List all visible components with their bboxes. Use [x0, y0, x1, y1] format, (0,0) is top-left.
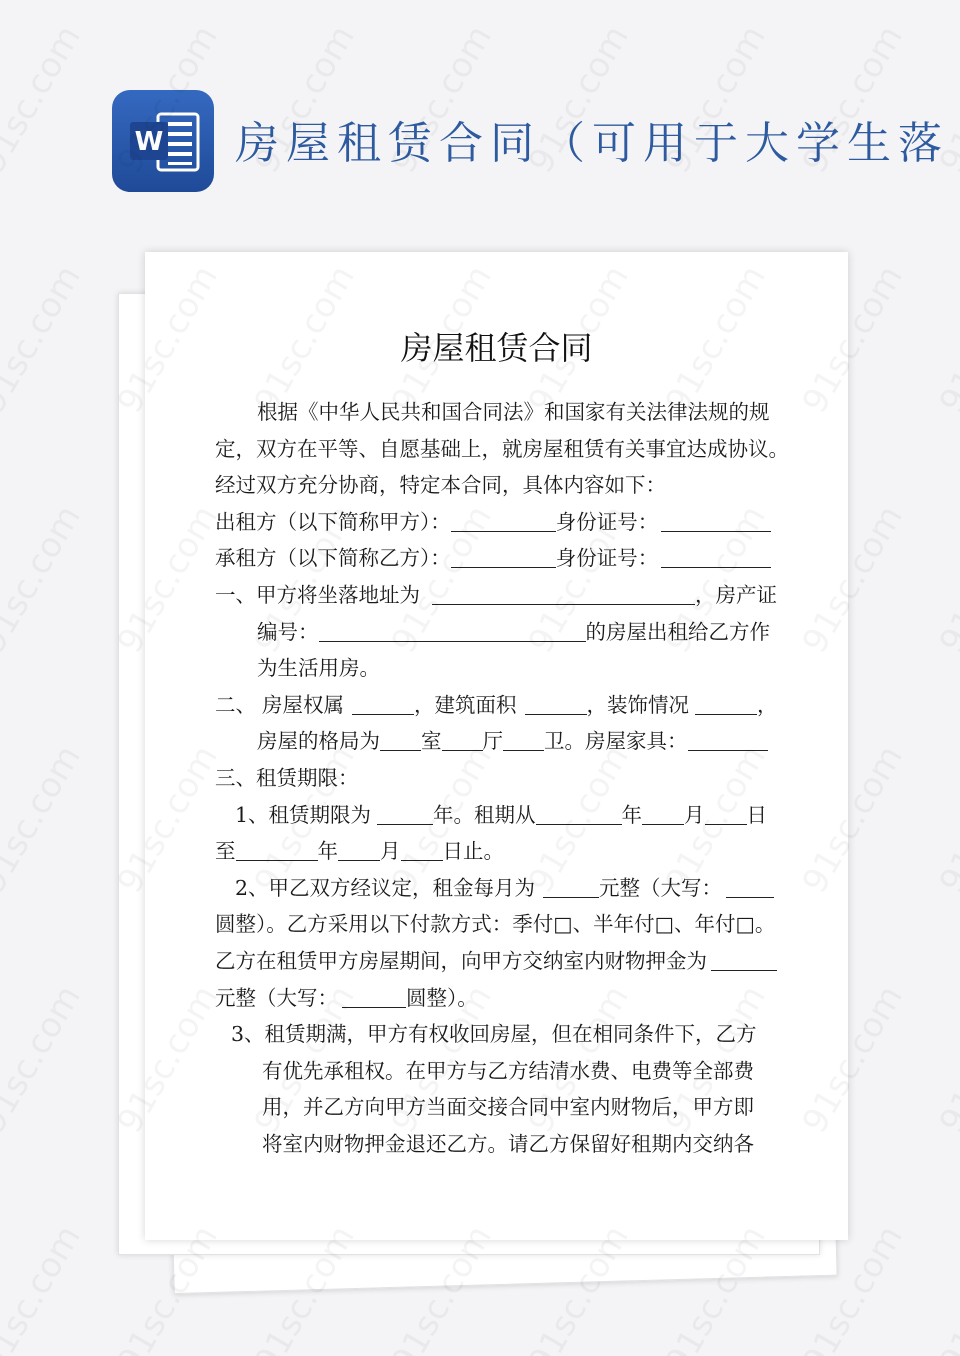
contract-line	[215, 833, 835, 870]
line-text: 元整（大写：	[215, 985, 338, 1010]
contract-line	[215, 614, 835, 651]
blank-field	[688, 728, 768, 751]
line-text: 卫。房屋家具：	[544, 729, 688, 754]
line-text: 房屋权属	[262, 692, 344, 717]
line-text: 年。租期从	[433, 802, 536, 827]
contract-line	[215, 723, 835, 760]
blank-field	[319, 619, 586, 642]
watermark	[0, 739, 89, 900]
line-text: 日止。	[442, 839, 504, 864]
line-text: 三、租赁期限：	[215, 765, 359, 790]
blank-field	[705, 802, 747, 825]
contract-line	[215, 394, 835, 431]
contract-body	[215, 394, 835, 1162]
contract-line	[215, 943, 835, 980]
line-text: 出租方（以下简称甲方）：	[215, 509, 451, 534]
watermark	[0, 259, 89, 420]
line-text: 元整（大写：	[599, 875, 723, 900]
blank-field	[451, 545, 556, 568]
contract-line	[215, 467, 835, 504]
contract-line	[215, 504, 835, 541]
line-text: 3、租赁期满，甲方有权收回房屋，但在相同条件下，乙方	[231, 1022, 757, 1047]
contract-line	[215, 906, 835, 943]
page-title: 房屋租赁合同（可用于大学生落	[235, 118, 949, 169]
line-text: ，装饰情况	[586, 692, 689, 717]
blank-field	[377, 802, 433, 825]
watermark	[0, 1219, 89, 1356]
line-text: 1、租赁期限为	[235, 802, 372, 827]
line-text: 定，双方在平等、自愿基础上，就房屋租赁有关事宜达成协议。	[215, 436, 789, 461]
watermark	[932, 979, 960, 1140]
line-text: 室	[421, 729, 442, 754]
line-text: 二、	[215, 692, 256, 717]
contract-title: 房屋租赁合同	[400, 329, 593, 367]
contract-line	[215, 797, 835, 834]
blank-field	[236, 838, 318, 861]
word-icon-letter: W	[134, 127, 164, 157]
watermark	[932, 739, 960, 900]
blank-field	[338, 838, 380, 861]
document-page	[145, 252, 848, 1240]
line-text: 房屋的格局为	[257, 729, 380, 754]
line-text: 年	[317, 839, 338, 864]
contract-line	[215, 577, 835, 614]
blank-field	[432, 582, 695, 605]
blank-field	[711, 948, 777, 971]
blank-field	[536, 802, 622, 825]
contract-line	[215, 1016, 835, 1053]
contract-line	[215, 540, 835, 577]
contract-line	[215, 870, 835, 907]
watermark	[0, 499, 89, 660]
word-icon	[112, 90, 214, 192]
blank-field	[503, 728, 544, 751]
watermark	[0, 979, 89, 1140]
line-text: 为生活用房。	[257, 656, 380, 681]
line-text: 经过双方充分协商，特定本合同，具体内容如下：	[215, 473, 666, 498]
line-text: 编号：	[257, 619, 319, 644]
blank-field	[695, 692, 757, 715]
contract-line	[215, 687, 835, 724]
line-text: 身份证号：	[555, 509, 659, 534]
contract-line	[215, 431, 835, 468]
line-text: 一、甲方将坐落地址为	[215, 582, 420, 607]
line-text: 2、甲乙双方经议定，租金每月为	[235, 875, 536, 900]
blank-field	[401, 838, 443, 861]
line-text: 承租方（以下简称乙方）：	[215, 546, 451, 571]
line-text: 将室内财物押金退还乙方。请乙方保留好租期内交纳各	[262, 1131, 754, 1156]
line-text: 根据《中华人民共和国合同法》和国家有关法律法规的规	[257, 400, 770, 424]
watermark	[932, 259, 960, 420]
watermark	[932, 499, 960, 660]
line-text: 用，并乙方向甲方当面交接合同中室内财物后，甲方即	[262, 1095, 754, 1120]
contract-line	[215, 650, 835, 687]
line-text: 月	[684, 802, 705, 827]
blank-field	[642, 802, 684, 825]
line-text: 至	[215, 839, 236, 864]
line-text: 圆整）。乙方采用以下付款方式：季付□、半年付□、年付□。	[215, 912, 776, 937]
blank-field	[661, 509, 771, 532]
blank-field	[380, 728, 421, 751]
contract-line	[215, 1053, 835, 1090]
watermark	[0, 19, 89, 180]
line-text: 有优先承租权。在甲方与乙方结清水费、电费等全部费	[262, 1058, 754, 1083]
blank-field	[352, 692, 414, 715]
line-text: 年	[621, 802, 643, 827]
blank-field	[661, 545, 771, 568]
line-text: ，房产证	[695, 582, 777, 607]
contract-line	[215, 760, 835, 797]
line-text: 圆整）。	[406, 985, 478, 1010]
blank-field	[726, 875, 774, 898]
contract-line	[215, 980, 835, 1017]
line-text: 日	[746, 802, 768, 827]
line-text: 的房屋出租给乙方作	[585, 619, 770, 644]
blank-field	[342, 985, 406, 1008]
blank-field	[442, 728, 483, 751]
contract-line	[215, 1126, 835, 1163]
line-text: 月	[380, 839, 401, 864]
line-text: 厅	[482, 729, 503, 754]
line-text: 乙方在租赁甲方房屋期间，向甲方交纳室内财物押金为	[215, 948, 707, 973]
blank-field	[543, 875, 599, 898]
contract-line	[215, 1089, 835, 1126]
watermark	[932, 1219, 960, 1356]
blank-field	[451, 509, 556, 532]
line-text: ，建筑面积	[414, 692, 517, 717]
line-text: 身份证号：	[555, 546, 659, 571]
blank-field	[525, 692, 587, 715]
line-text: ，	[757, 692, 778, 717]
